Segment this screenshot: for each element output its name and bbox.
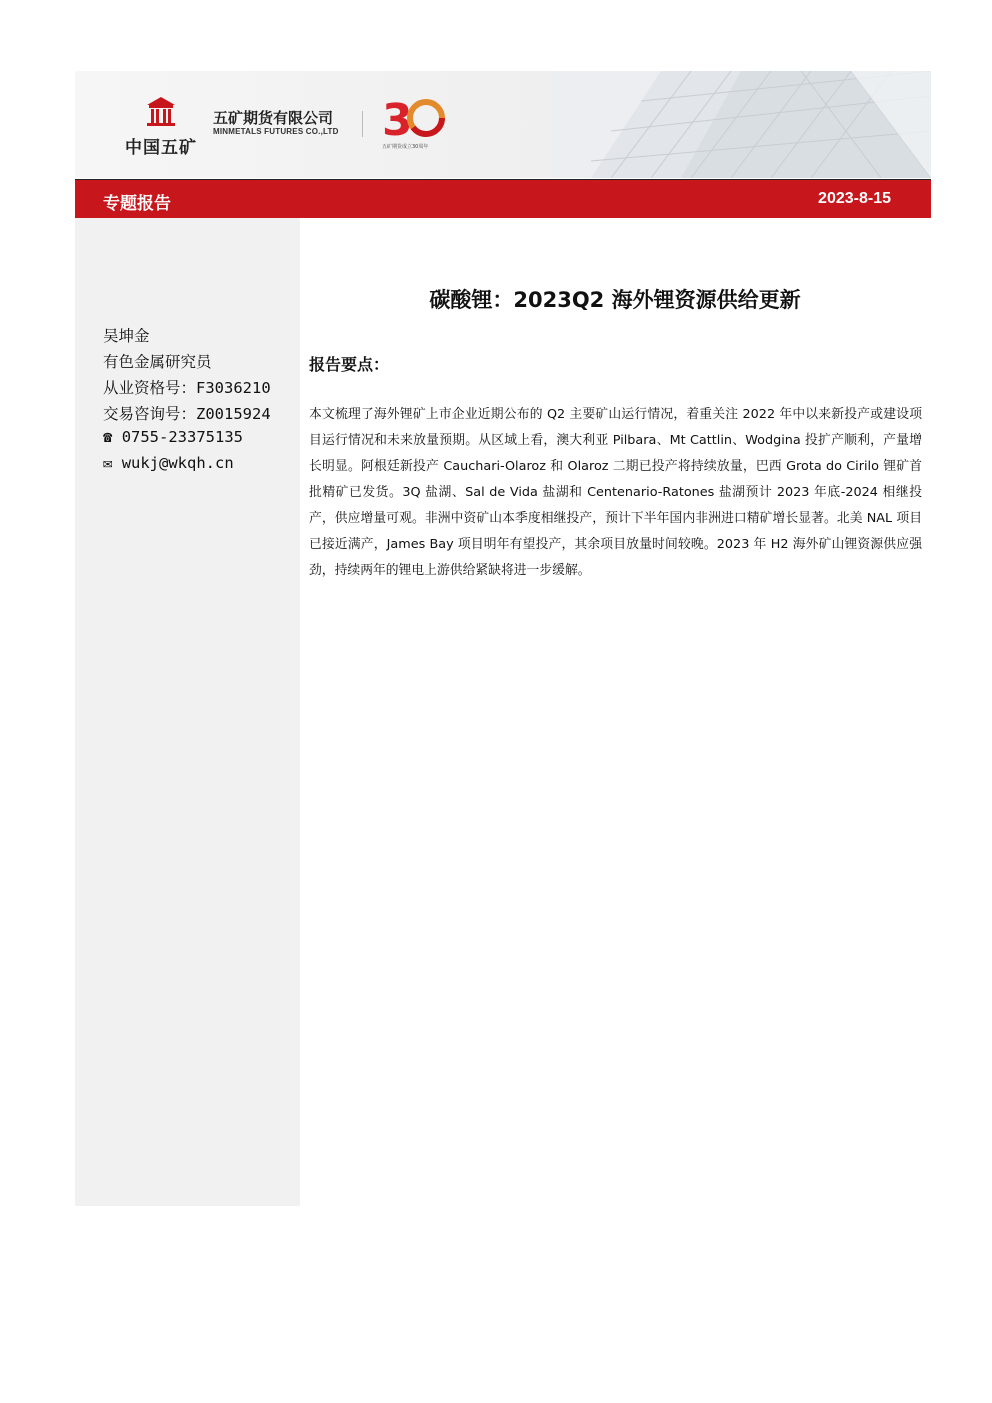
- phone-number: 0755-23375135: [121, 428, 244, 446]
- company-name-cn: 五矿期货有限公司: [213, 109, 334, 127]
- author-consult-number: 交易咨询号：Z0015924: [103, 405, 271, 423]
- report-date: 2023-8-15: [818, 190, 891, 207]
- brand-name-cn: 中国五矿: [125, 138, 197, 158]
- section-title: 报告要点：: [309, 355, 390, 374]
- header-divider: [362, 111, 363, 137]
- anniversary-30-logo-icon: [380, 89, 450, 149]
- author-qualification: 从业资格号：F3036210: [103, 379, 271, 397]
- building-facade-graphic: [551, 71, 931, 178]
- svg-text:3: 3: [382, 95, 413, 146]
- email-icon: ✉: [103, 454, 113, 472]
- company-name-en: MINMETALS FUTURES CO.,LTD: [213, 127, 339, 136]
- anniversary-caption: 五矿期货成立30周年: [382, 144, 429, 150]
- report-banner: [75, 179, 931, 218]
- report-category: 专题报告: [103, 194, 171, 214]
- report-title: 碳酸锂：2023Q2 海外锂资源供给更新: [429, 288, 801, 312]
- author-name: 吴坤金: [103, 327, 150, 345]
- minmetals-logo-icon: [143, 93, 179, 129]
- author-email: [103, 454, 234, 472]
- phone-icon: ☎: [103, 428, 113, 446]
- author-sidebar: [75, 218, 300, 1206]
- report-header: [75, 71, 931, 178]
- author-phone: [103, 428, 243, 446]
- report-summary: 本文梳理了海外锂矿上市企业近期公布的 Q2 主要矿山运行情况，着重关注 2022 年中以来新投产或建设项目运行情况和未来放量预期。从区域上看，澳大利亚 Pilbara、Mt Cattlin、Wodgina 投扩产顺利，产量增长明显。阿根廷新投产 Cauchari-Olaroz 和 Olaroz 二期已投产将持续放量，巴西 Grota do Cirilo 锂矿首批精矿已发货。3Q 盐湖、Sal de Vida 盐湖和 Centenario-Ratones 盐湖预计 2023 年底-2024 相继投产，供应增量可观。非洲中资矿山本季度相继投产，预计下半年国内非洲进口精矿增长显著。北美 NAL 项目已接近满产，James Bay 项目明年有望投产，其余项目放量时间较晚。2023 年 H2 海外矿山锂资源供应强劲，持续两年的锂电上游供给紧缺将进一步缓解。: [309, 407, 922, 578]
- author-role: 有色金属研究员: [103, 353, 212, 371]
- email-address[interactable]: wukj@wkqh.cn: [121, 454, 234, 472]
